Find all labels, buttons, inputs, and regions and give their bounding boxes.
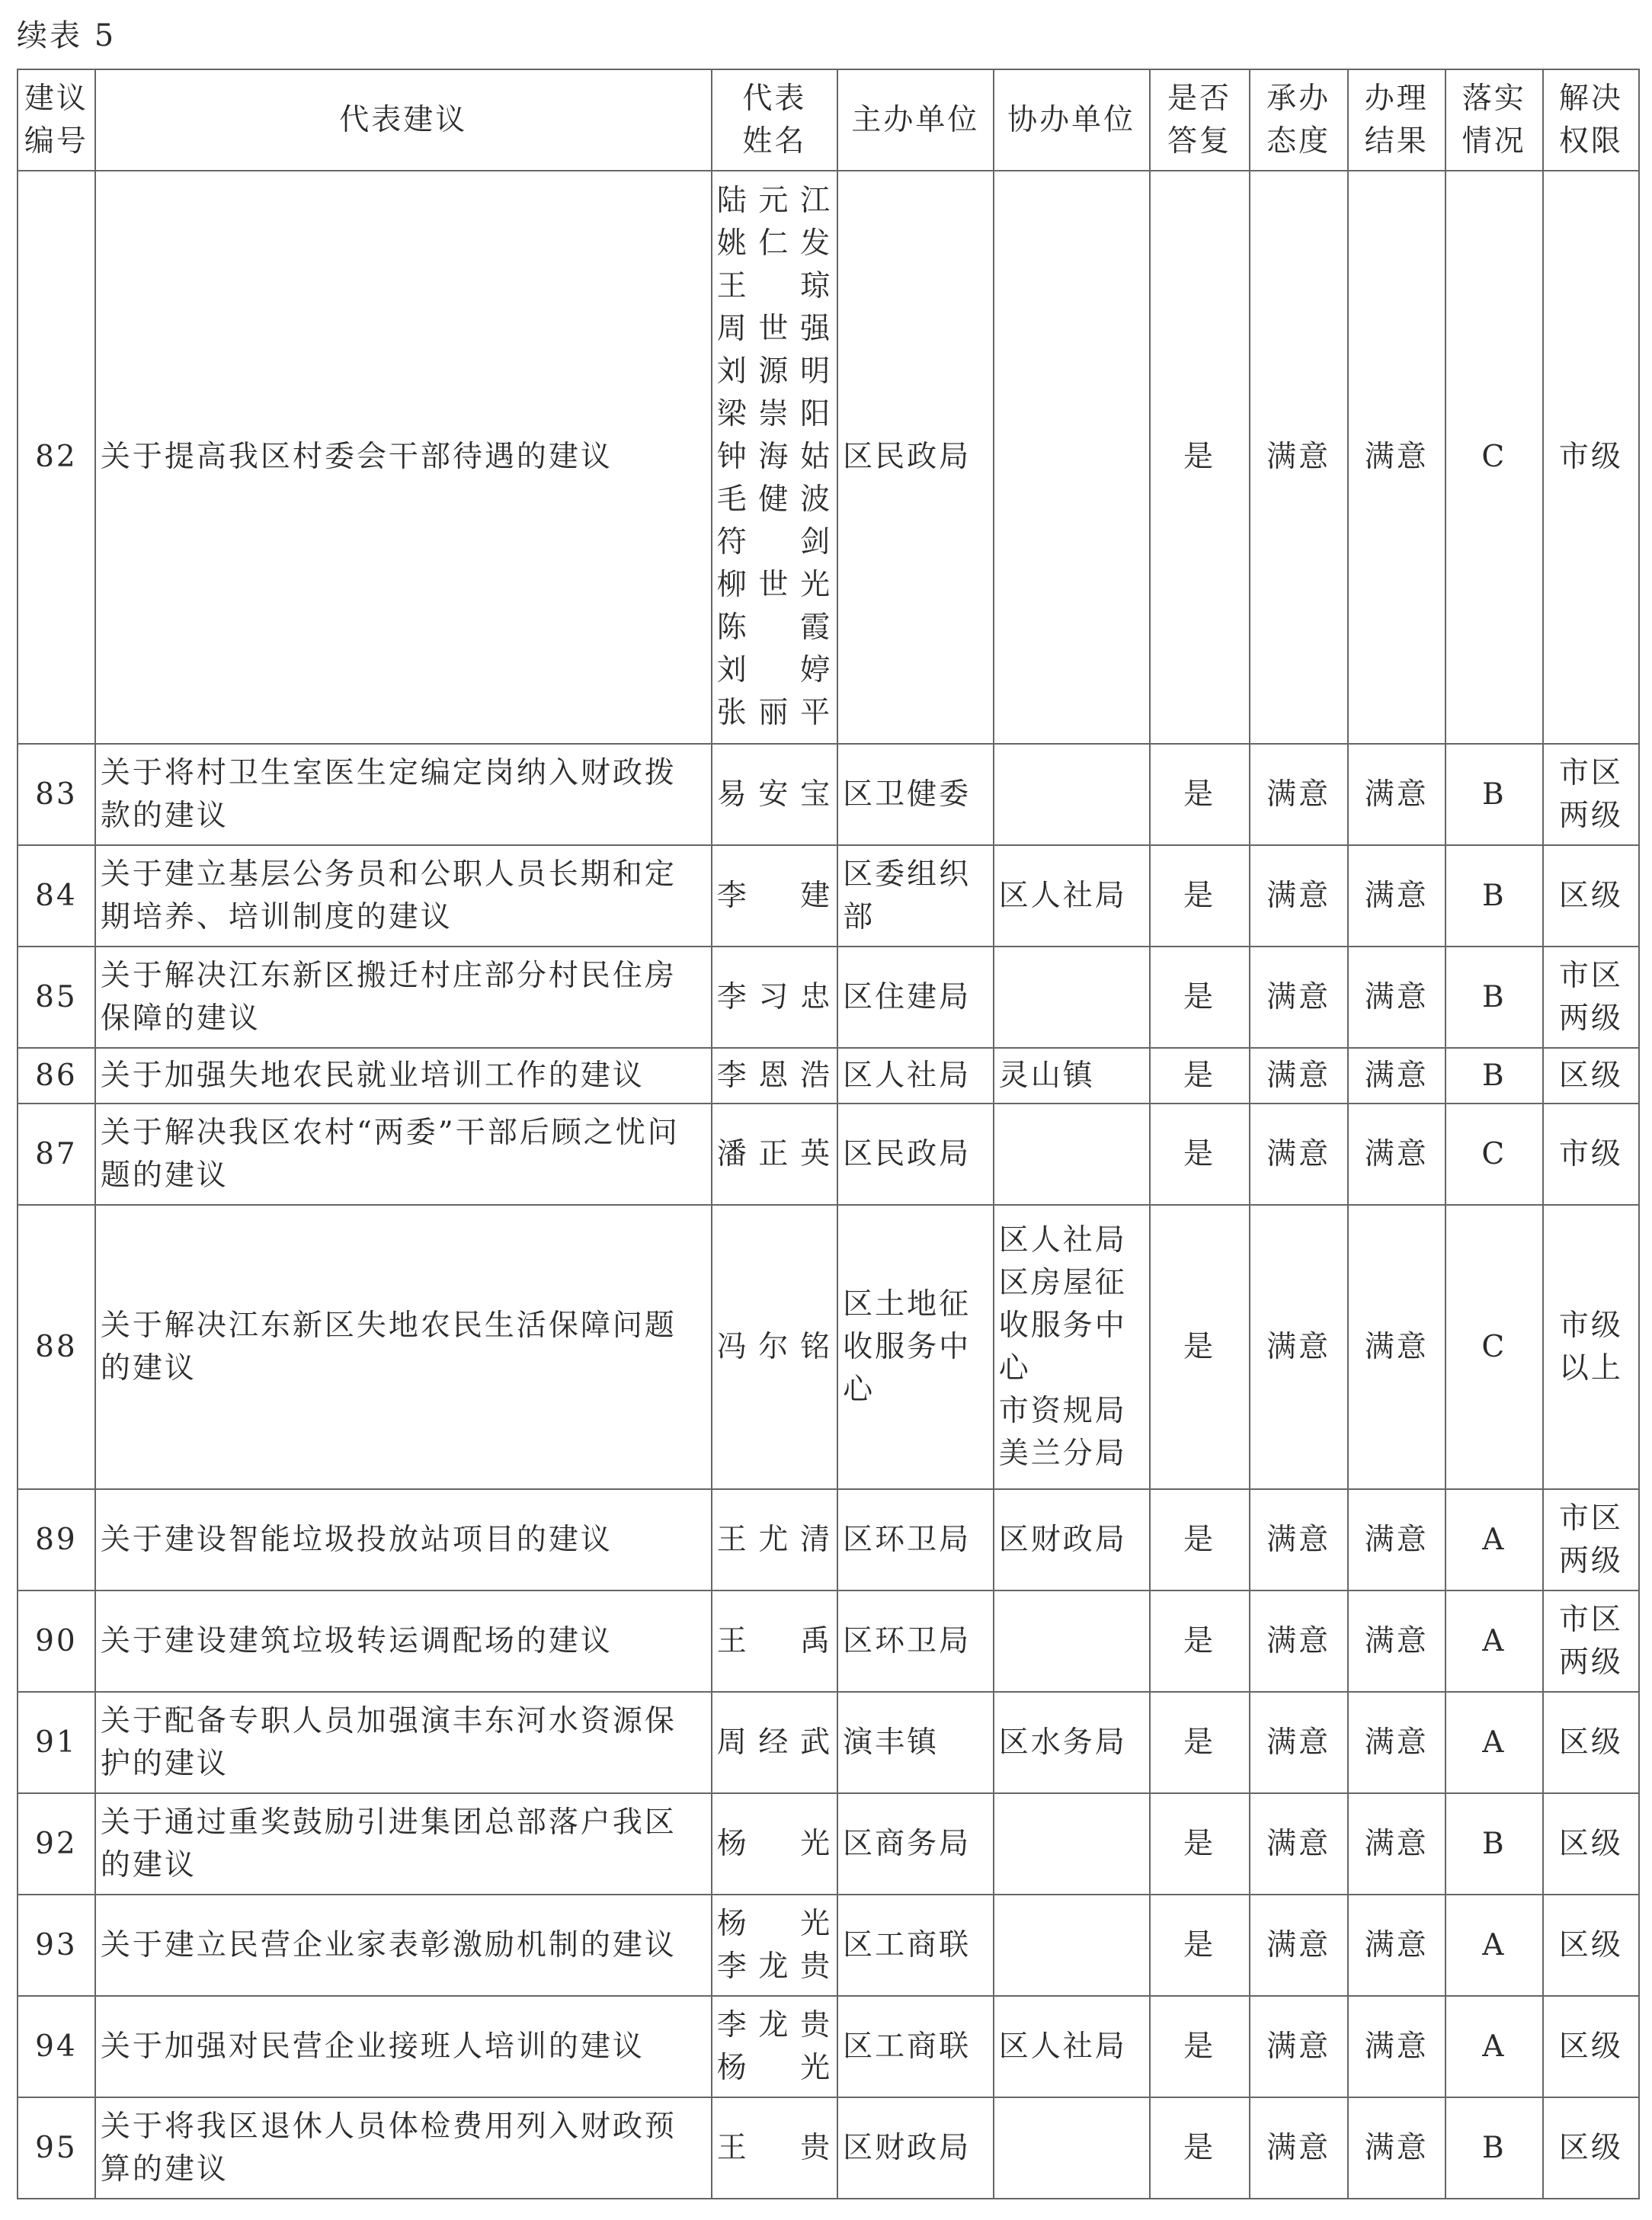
handling-result: 满意 xyxy=(1348,744,1446,845)
host-unit: 区工商联 xyxy=(837,1996,994,2097)
reply-status: 是 xyxy=(1150,1996,1250,2097)
implementation-grade: B xyxy=(1446,2097,1543,2199)
proposal-number: 83 xyxy=(18,744,95,845)
implementation-grade: A xyxy=(1446,1895,1543,1996)
representative-names xyxy=(712,1104,837,1205)
representative-name: 刘源明 xyxy=(716,354,833,389)
host-unit: 区环卫局 xyxy=(837,1591,994,1692)
implementation-grade: C xyxy=(1446,171,1543,744)
handling-result: 满意 xyxy=(1348,1104,1446,1205)
header-reply: 是否 答复 xyxy=(1150,69,1250,171)
handling-attitude: 满意 xyxy=(1250,171,1348,744)
header-attitude: 承办 态度 xyxy=(1250,69,1348,171)
implementation-grade: C xyxy=(1446,1205,1543,1489)
table-row xyxy=(18,1205,1639,1489)
reply-status: 是 xyxy=(1150,1692,1250,1793)
representative-name: 符 剑 xyxy=(716,525,833,559)
representative-name: 杨 光 xyxy=(716,1906,833,1941)
representative-names xyxy=(712,171,837,744)
header-host: 主办单位 xyxy=(837,69,994,171)
header-row xyxy=(18,69,1639,171)
representative-name: 杨 光 xyxy=(716,1826,833,1861)
proposal-title: 关于建立基层公务员和公职人员长期和定期培养、培训制度的建议 xyxy=(95,845,712,947)
header-assist: 协办单位 xyxy=(994,69,1150,171)
implementation-grade: B xyxy=(1446,845,1543,947)
handling-attitude: 满意 xyxy=(1250,1591,1348,1692)
handling-attitude: 满意 xyxy=(1250,1895,1348,1996)
reply-status: 是 xyxy=(1150,171,1250,744)
handling-result: 满意 xyxy=(1348,1793,1446,1895)
proposal-number: 87 xyxy=(18,1104,95,1205)
header-id: 建议 编号 xyxy=(18,69,95,171)
handling-result: 满意 xyxy=(1348,1489,1446,1591)
assisting-unit: 区财政局 xyxy=(994,1489,1150,1591)
handling-attitude: 满意 xyxy=(1250,1104,1348,1205)
representative-name: 姚仁发 xyxy=(716,226,833,261)
handling-result: 满意 xyxy=(1348,171,1446,744)
proposal-number: 95 xyxy=(18,2097,95,2199)
resolution-authority: 区级 xyxy=(1543,845,1639,947)
representative-name: 王尤清 xyxy=(716,1522,833,1557)
assisting-unit xyxy=(994,1104,1150,1205)
representative-name: 李习忠 xyxy=(716,979,833,1014)
implementation-grade: B xyxy=(1446,1048,1543,1104)
handling-attitude: 满意 xyxy=(1250,845,1348,947)
representative-names xyxy=(712,1591,837,1692)
proposal-number: 91 xyxy=(18,1692,95,1793)
host-unit: 区商务局 xyxy=(837,1793,994,1895)
proposal-title: 关于建立民营企业家表彰激励机制的建议 xyxy=(95,1895,712,1996)
representative-names xyxy=(712,1205,837,1489)
host-unit: 区财政局 xyxy=(837,2097,994,2199)
proposal-title: 关于加强对民营企业接班人培训的建议 xyxy=(95,1996,712,2097)
reply-status: 是 xyxy=(1150,1205,1250,1489)
resolution-authority: 市区 两级 xyxy=(1543,1489,1639,1591)
host-unit: 区人社局 xyxy=(837,1048,994,1104)
proposal-number: 90 xyxy=(18,1591,95,1692)
proposal-title: 关于解决我区农村“两委”干部后顾之忧问题的建议 xyxy=(95,1104,712,1205)
representative-names xyxy=(712,744,837,845)
representative-name: 陈 霞 xyxy=(716,610,833,645)
proposals-table xyxy=(17,69,1640,2199)
handling-attitude: 满意 xyxy=(1250,2097,1348,2199)
representative-name: 柳世光 xyxy=(716,568,833,602)
handling-attitude: 满意 xyxy=(1250,1996,1348,2097)
host-unit: 区住建局 xyxy=(837,947,994,1048)
header-title: 代表建议 xyxy=(95,69,712,171)
host-unit: 区工商联 xyxy=(837,1895,994,1996)
table-row xyxy=(18,1895,1639,1996)
representative-name: 钟海姑 xyxy=(716,440,833,474)
reply-status: 是 xyxy=(1150,1895,1250,1996)
resolution-authority: 市区 两级 xyxy=(1543,947,1639,1048)
representative-name: 李龙贵 xyxy=(716,1949,833,1984)
assisting-unit xyxy=(994,947,1150,1048)
resolution-authority: 区级 xyxy=(1543,1793,1639,1895)
table-row xyxy=(18,845,1639,947)
representative-name: 易安宝 xyxy=(716,777,833,812)
resolution-authority: 市级 以上 xyxy=(1543,1205,1639,1489)
assisting-unit xyxy=(994,171,1150,744)
table-row xyxy=(18,1996,1639,2097)
assisting-unit: 区人社局 xyxy=(994,845,1150,947)
table-row xyxy=(18,1048,1639,1104)
reply-status: 是 xyxy=(1150,1489,1250,1591)
representative-names xyxy=(712,1048,837,1104)
resolution-authority: 市级 xyxy=(1543,171,1639,744)
representative-name: 潘正英 xyxy=(716,1136,833,1171)
assisting-unit xyxy=(994,1895,1150,1996)
assisting-unit: 灵山镇 xyxy=(994,1048,1150,1104)
table-row xyxy=(18,1692,1639,1793)
proposal-number: 86 xyxy=(18,1048,95,1104)
handling-result: 满意 xyxy=(1348,1895,1446,1996)
table-row xyxy=(18,947,1639,1048)
representative-names xyxy=(712,1996,837,2097)
implementation-grade: B xyxy=(1446,1793,1543,1895)
handling-result: 满意 xyxy=(1348,947,1446,1048)
host-unit: 区民政局 xyxy=(837,1104,994,1205)
proposal-number: 84 xyxy=(18,845,95,947)
host-unit: 区卫健委 xyxy=(837,744,994,845)
header-result: 办理 结果 xyxy=(1348,69,1446,171)
handling-attitude: 满意 xyxy=(1250,1205,1348,1489)
reply-status: 是 xyxy=(1150,845,1250,947)
handling-attitude: 满意 xyxy=(1250,1048,1348,1104)
proposal-title: 关于配备专职人员加强演丰东河水资源保护的建议 xyxy=(95,1692,712,1793)
assisting-unit xyxy=(994,1793,1150,1895)
resolution-authority: 区级 xyxy=(1543,1996,1639,2097)
header-rep: 代表 姓名 xyxy=(712,69,837,171)
proposal-number: 94 xyxy=(18,1996,95,2097)
proposal-number: 88 xyxy=(18,1205,95,1489)
representative-names xyxy=(712,947,837,1048)
implementation-grade: B xyxy=(1446,947,1543,1048)
resolution-authority: 市级 xyxy=(1543,1104,1639,1205)
reply-status: 是 xyxy=(1150,2097,1250,2199)
representative-name: 王 禹 xyxy=(716,1623,833,1658)
table-caption: 续表 5 xyxy=(17,18,117,53)
representative-names xyxy=(712,845,837,947)
proposal-number: 93 xyxy=(18,1895,95,1996)
proposal-number: 92 xyxy=(18,1793,95,1895)
handling-result: 满意 xyxy=(1348,1205,1446,1489)
resolution-authority: 区级 xyxy=(1543,1048,1639,1104)
representative-name: 刘 婷 xyxy=(716,653,833,687)
proposal-title: 关于通过重奖鼓励引进集团总部落户我区的建议 xyxy=(95,1793,712,1895)
implementation-grade: A xyxy=(1446,1591,1543,1692)
representative-names xyxy=(712,1692,837,1793)
representative-name: 周经武 xyxy=(716,1725,833,1760)
host-unit: 区土地征收服务中心 xyxy=(837,1205,994,1489)
representative-names xyxy=(712,2097,837,2199)
reply-status: 是 xyxy=(1150,1104,1250,1205)
proposal-title: 关于建设智能垃圾投放站项目的建议 xyxy=(95,1489,712,1591)
host-unit: 区委组织部 xyxy=(837,845,994,947)
table-row xyxy=(18,1489,1639,1591)
table-row xyxy=(18,2097,1639,2199)
representative-name: 毛健波 xyxy=(716,482,833,517)
representative-name: 陆元江 xyxy=(716,184,833,218)
implementation-grade: A xyxy=(1446,1996,1543,2097)
implementation-grade: A xyxy=(1446,1489,1543,1591)
resolution-authority: 区级 xyxy=(1543,2097,1639,2199)
assisting-unit xyxy=(994,744,1150,845)
resolution-authority: 市区 两级 xyxy=(1543,744,1639,845)
resolution-authority: 市区 两级 xyxy=(1543,1591,1639,1692)
table-row xyxy=(18,1104,1639,1205)
table-row xyxy=(18,171,1639,744)
header-authority: 解决 权限 xyxy=(1543,69,1639,171)
proposal-title: 关于解决江东新区失地农民生活保障问题的建议 xyxy=(95,1205,712,1489)
handling-result: 满意 xyxy=(1348,1692,1446,1793)
representative-name: 张丽平 xyxy=(716,696,833,730)
proposal-title: 关于提高我区村委会干部待遇的建议 xyxy=(95,171,712,744)
representative-names xyxy=(712,1489,837,1591)
reply-status: 是 xyxy=(1150,1591,1250,1692)
handling-result: 满意 xyxy=(1348,1048,1446,1104)
handling-attitude: 满意 xyxy=(1250,1489,1348,1591)
proposal-title: 关于建设建筑垃圾转运调配场的建议 xyxy=(95,1591,712,1692)
handling-attitude: 满意 xyxy=(1250,744,1348,845)
header-implement: 落实 情况 xyxy=(1446,69,1543,171)
resolution-authority: 区级 xyxy=(1543,1895,1639,1996)
assisting-unit: 区人社局 区房屋征收服务中心 市资规局美兰分局 xyxy=(994,1205,1150,1489)
table-row xyxy=(18,1591,1639,1692)
proposal-number: 89 xyxy=(18,1489,95,1591)
assisting-unit xyxy=(994,1591,1150,1692)
table-row xyxy=(18,744,1639,845)
handling-attitude: 满意 xyxy=(1250,1692,1348,1793)
reply-status: 是 xyxy=(1150,947,1250,1048)
representative-name: 梁崇阳 xyxy=(716,397,833,431)
host-unit: 区环卫局 xyxy=(837,1489,994,1591)
representative-name: 李龙贵 xyxy=(716,2007,833,2042)
proposal-number: 82 xyxy=(18,171,95,744)
representative-names xyxy=(712,1895,837,1996)
proposal-title: 关于解决江东新区搬迁村庄部分村民住房保障的建议 xyxy=(95,947,712,1048)
handling-attitude: 满意 xyxy=(1250,947,1348,1048)
representative-name: 李 建 xyxy=(716,878,833,913)
handling-result: 满意 xyxy=(1348,1591,1446,1692)
implementation-grade: A xyxy=(1446,1692,1543,1793)
resolution-authority: 区级 xyxy=(1543,1692,1639,1793)
reply-status: 是 xyxy=(1150,1793,1250,1895)
proposal-number: 85 xyxy=(18,947,95,1048)
implementation-grade: B xyxy=(1446,744,1543,845)
table-body xyxy=(18,171,1639,2199)
representative-name: 王 琼 xyxy=(716,269,833,303)
handling-result: 满意 xyxy=(1348,845,1446,947)
assisting-unit: 区水务局 xyxy=(994,1692,1150,1793)
handling-result: 满意 xyxy=(1348,2097,1446,2199)
assisting-unit xyxy=(994,2097,1150,2199)
handling-result: 满意 xyxy=(1348,1996,1446,2097)
assisting-unit: 区人社局 xyxy=(994,1996,1150,2097)
host-unit: 区民政局 xyxy=(837,171,994,744)
proposal-title: 关于将村卫生室医生定编定岗纳入财政拨款的建议 xyxy=(95,744,712,845)
handling-attitude: 满意 xyxy=(1250,1793,1348,1895)
implementation-grade: C xyxy=(1446,1104,1543,1205)
representative-names xyxy=(712,1793,837,1895)
representative-name: 杨 光 xyxy=(716,2050,833,2085)
host-unit: 演丰镇 xyxy=(837,1692,994,1793)
proposal-title: 关于将我区退休人员体检费用列入财政预算的建议 xyxy=(95,2097,712,2199)
representative-name: 冯尔铭 xyxy=(716,1329,833,1364)
representative-name: 李恩浩 xyxy=(716,1058,833,1093)
proposal-title: 关于加强失地农民就业培训工作的建议 xyxy=(95,1048,712,1104)
reply-status: 是 xyxy=(1150,1048,1250,1104)
reply-status: 是 xyxy=(1150,744,1250,845)
table-row xyxy=(18,1793,1639,1895)
representative-name: 王 贵 xyxy=(716,2130,833,2165)
representative-name: 周世强 xyxy=(716,312,833,346)
